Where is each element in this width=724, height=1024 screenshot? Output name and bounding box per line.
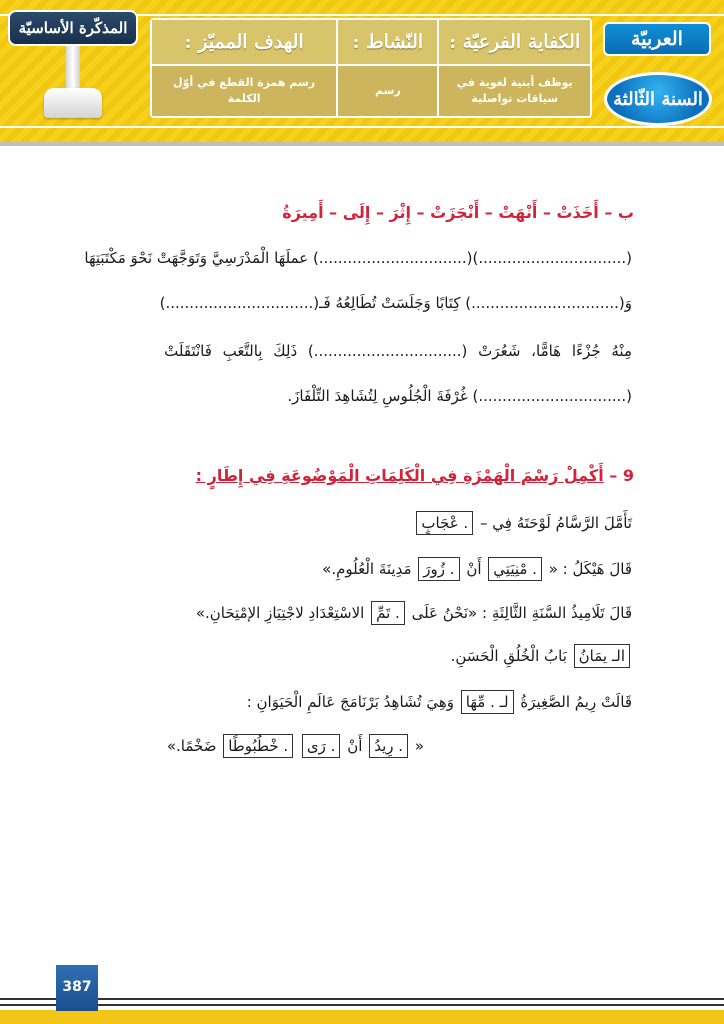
line-3-text-a: قَالَ تَلَامِيذُ السَّنَةِ الثَّالِثَةِ : «نَحْنُ عَلَى bbox=[411, 604, 632, 622]
exercise-number: 9 – bbox=[609, 466, 634, 485]
footer-band bbox=[0, 1010, 724, 1024]
line-2-text-c: مَدِينَةَ الْعُلُومِ.» bbox=[322, 560, 412, 578]
info-body-hadaf: رسم همزة القطع في أوّل الكلمة bbox=[152, 66, 336, 116]
hamza-box-2: . مْنِيَتِي bbox=[488, 557, 542, 581]
year-badge bbox=[604, 72, 712, 126]
info-body-nashat: رسم bbox=[338, 66, 437, 116]
exercise-line-4 bbox=[451, 644, 632, 668]
info-column-nashat bbox=[336, 20, 437, 116]
memo-badge bbox=[8, 10, 138, 46]
hamza-box-1: . عْجَابٍ bbox=[416, 511, 473, 535]
page-number bbox=[56, 965, 98, 1011]
section-b-line-2: وَ(...............................) كِتَابًا وَجَلَسَتْ تُطَالِعُهُ فَـ(...............................) bbox=[159, 294, 632, 312]
exercise-line-3 bbox=[196, 601, 632, 625]
exercise-9-title bbox=[196, 466, 634, 485]
hamza-box-6: لـ . مِّهَا bbox=[461, 690, 514, 714]
subject-label: العربيّة bbox=[631, 28, 683, 50]
hamza-box-5: الـ يمَانُ bbox=[574, 644, 630, 668]
lesson-info-table bbox=[150, 18, 592, 118]
line-4-text: بَابُ الْخُلُقِ الْحَسَنِ. bbox=[450, 647, 567, 665]
year-label: السنة الثّالثة bbox=[613, 88, 703, 110]
info-head-kifaya: الكفاية الفرعيّة : bbox=[439, 20, 590, 66]
exercise-instruction: أَكْمِلْ رَسْمَ الْهَمْزَةِ فِي الْكَلِمَاتِ الْمَوْضُوعَةِ فِي إِطَارٍ : bbox=[195, 466, 604, 485]
line-6-text-b: أَنْ bbox=[347, 737, 363, 755]
hamza-box-4: . تَمِّ bbox=[371, 601, 405, 625]
exercise-line-6 bbox=[167, 734, 424, 758]
section-b-line-4: (...............................) غُرْفَةَ الْجُلُوسِ لِتُشَاهِدَ التِّلْفَازَ. bbox=[287, 387, 632, 405]
line-6-text-c: ضَخْمًا.» bbox=[166, 737, 217, 755]
info-column-hadaf bbox=[152, 20, 336, 116]
footer-rule-1 bbox=[0, 998, 724, 1000]
info-column-kifaya bbox=[437, 20, 590, 116]
info-head-hadaf: الهدف المميّز : bbox=[152, 20, 336, 66]
line-2-text-b: أَنْ bbox=[466, 560, 482, 578]
section-b-line-1: (...............................)(...............................) عملَهَا الْمَدْرَسِيَّ وَتَوَجَّهَتْ نَحْوَ مَكْتَبَتِهَا bbox=[84, 249, 632, 267]
footer-rule-2 bbox=[0, 1004, 724, 1006]
line-5-text-a: قَالَتْ رِيمُ الصَّغِيرَةُ bbox=[520, 693, 632, 711]
hamza-box-3: . زُورَ bbox=[418, 557, 459, 581]
hamza-box-7: . رِيدُ bbox=[369, 734, 408, 758]
line-3-text-b: الاسْتِعْدَادِ لاجْتِيَازِ الإمْتِحَانِ.» bbox=[195, 604, 365, 622]
info-head-nashat: النّشاط : bbox=[338, 20, 437, 66]
line-6-text-a: « bbox=[414, 737, 424, 755]
hamza-box-9: . خْطُبُوطًا bbox=[223, 734, 293, 758]
page-number-label: 387 bbox=[62, 979, 92, 995]
subject-badge bbox=[603, 22, 711, 56]
line-2-text-a: قَالَ هَيْكَلُ : « bbox=[548, 560, 632, 578]
line-5-text-b: وَهِيَ تُشَاهِدُ بَرْنَامَجَ عَالَمِ الْحَيَوَانِ : bbox=[246, 693, 455, 711]
page-header bbox=[0, 0, 724, 146]
section-b-title: ب – أَخَذَتْ – أَنْهَتْ – أَنْجَزَتْ – إِثْرَ – إِلَى – أَمِيرَةُ bbox=[282, 203, 634, 222]
info-body-kifaya: يوظف أبنية لغوية في سياقات تواصلية bbox=[439, 66, 590, 116]
section-b-line-3: مِنْهُ جُزْءًا هَامًّا، شَعُرَتْ (...............................) ذَلِكَ بِالتَّعَبِ فَانْتَقَلَتْ bbox=[164, 342, 632, 360]
hamza-box-8: . رَى bbox=[302, 734, 341, 758]
exercise-line-1 bbox=[414, 511, 632, 535]
exercise-line-2 bbox=[322, 557, 632, 581]
exercise-line-5 bbox=[247, 690, 632, 714]
memo-label: المذكّرة الأساسيّة bbox=[18, 19, 128, 37]
memo-pin-stem bbox=[66, 46, 80, 90]
memo-pin-base bbox=[44, 88, 102, 118]
header-rule-bottom bbox=[0, 126, 724, 128]
line-1-text: تَأَمَّلَ الرَّسَّامُ لَوْحَتَهُ فِي – bbox=[480, 514, 632, 532]
